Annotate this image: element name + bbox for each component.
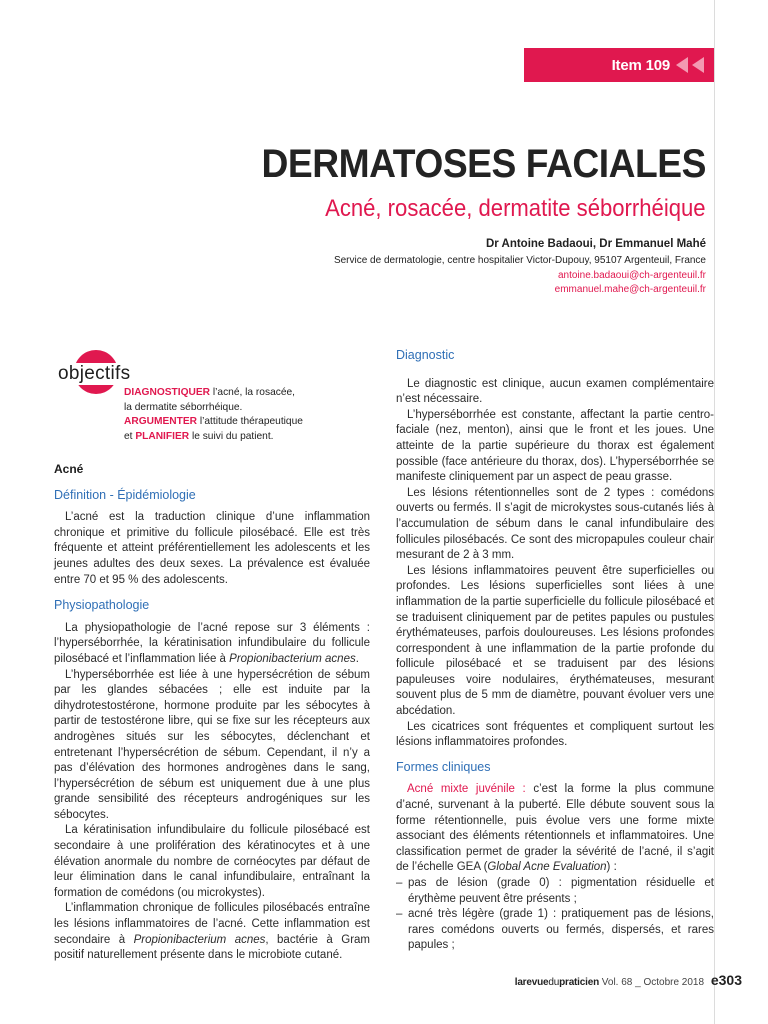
author-email-link[interactable]: antoine.badaoui@ch-argenteuil.fr xyxy=(557,270,706,281)
authors: Dr Antoine Badaoui, Dr Emmanuel Mahé xyxy=(485,238,706,250)
page-number: e303 xyxy=(710,972,742,988)
page-subtitle: Acné, rosacée, dermatite séborrhéique xyxy=(325,195,706,222)
paragraph-text: . xyxy=(355,652,359,665)
author-email-link[interactable]: emmanuel.mahe@ch-argenteuil.fr xyxy=(554,284,706,295)
double-chevron-left-icon xyxy=(676,57,706,73)
footer xyxy=(515,972,742,988)
list-item: – acné très légère (grade 1) : pratiquement pas de lésions, rares comédons ouverts ou fermés, dispersés, et rares papules ; xyxy=(396,907,714,954)
species-name: Propionibacterium acnes xyxy=(133,933,266,946)
paragraph: L’hyperséborrhée est liée à une hypersécrétion de sébum par les glandes sébacées ; elle est induite par la dihydrotestostérone, hormone produite par les sébocytes à partir de testostérone libre, qui se fixe sur les récepteurs aux androgènes situés sur les sébocytes, déclenchant et entretenant l’hypersécrétion de sébum. Cependant, il n’y a pas d’élévation des hormones androgènes dans le sang, l’hypersécrétion de sébum est uniquement due à une plus grande sensibilité des récepteurs androgéniques sur les sébocytes. xyxy=(54,668,370,821)
list-item: – pas de lésion (grade 0) : pigmentation résiduelle et érythème peuvent être présents ; xyxy=(396,876,714,907)
paragraph: L’acné est la traduction clinique d’une inflammation chronique et primitive du follicule pilosébacé. Elle est très fréquente et atteint préférentiellement les adolescents et les jeunes adultes des deux sexes. La prévalence est évaluée entre 70 et 95 % des adolescents. xyxy=(54,511,370,586)
species-name: Propionibacterium acnes xyxy=(229,652,356,665)
objectif-line xyxy=(124,401,303,416)
journal-name-part: praticien xyxy=(559,977,599,988)
subheading-definition: Définition - Épidémiologie xyxy=(54,487,196,502)
paragraph: L’hyperséborrhée est constante, affectant la partie centro-faciale (nez, menton), ainsi que le front et les joues. Une atteinte de la partie supérieure du thorax est également possible (face antérieure du thorax, dos). L’hyperséborrhée se manifeste cliniquement par un aspect de peau grasse. xyxy=(396,408,714,484)
objectif-verb: DIAGNOSTIQUER xyxy=(124,387,211,398)
item-tab xyxy=(524,48,714,82)
paragraph-text: ) : xyxy=(606,861,617,874)
objectif-line xyxy=(124,386,303,401)
journal-name-part: du xyxy=(548,977,560,988)
highlight-term: Acné mixte juvénile : xyxy=(407,783,526,796)
journal-name-part: larevue xyxy=(514,977,549,988)
page-title: DERMATOSES FACIALES xyxy=(261,142,706,186)
paragraph: Les lésions rétentionnelles sont de 2 types : comédons ouverts ou fermés. Il s’agit de microkystes sous-cutanés liés à l’accumulation de sébum dans le canal infundibulaire des follicules pilosébacés. Ce sont des micropapules couleur chair mesurant de 2 à 3 mm. xyxy=(396,486,714,562)
paragraph-text: L’inflammation chronique de follicules pilosébacés entraîne les lésions inflammatoires de l’acné. Cette inflammation est secondaire à xyxy=(54,902,370,946)
subheading-formes-cliniques: Formes cliniques xyxy=(396,759,491,774)
objectif-text: l’attitude thérapeutique xyxy=(197,416,303,428)
objectif-text: l’acné, la rosacée, xyxy=(210,387,295,398)
item-label: Item 109 xyxy=(611,56,670,74)
objectif-verb: PLANIFIER xyxy=(135,430,190,442)
objectif-line xyxy=(124,415,303,430)
affiliation: Service de dermatologie, centre hospitalier Victor-Dupouy, 95107 Argenteuil, France xyxy=(333,255,706,266)
objectifs-label: objectifs xyxy=(58,363,131,384)
paragraph: Les cicatrices sont fréquentes et compliquent surtout les lésions inflammatoires profondes. xyxy=(396,720,714,749)
right-column xyxy=(396,348,714,954)
objectif-text: la dermatite séborrhéique. xyxy=(124,401,243,413)
subheading-diagnostic: Diagnostic xyxy=(396,348,455,362)
paragraph: La kératinisation infundibulaire du follicule pilosébacé est secondaire à une prolifération des kératinocytes et à une élévation anormale du nombre de cornéocytes par défaut de leur élimination dans le canal infundibulaire, entraînant la formation de comédons (ou microkystes). xyxy=(54,824,370,899)
section-heading-acne: Acné xyxy=(54,462,84,476)
paragraph xyxy=(54,621,370,668)
paragraph: Le diagnostic est clinique, aucun examen complémentaire n’est nécessaire. xyxy=(396,377,714,406)
subheading-physiopathologie: Physiopathologie xyxy=(54,598,150,613)
paragraph: Les lésions inflammatoires peuvent être superficielles ou profondes. Les lésions superficielles sont liées à une inflammation de la partie superficielle du follicule pilosébacé et se traduisent cliniquement par de petites papules ou pustules érythémateuses, parfois douloureuses. Les lésions profondes correspondent à une inflammation de la partie profonde du follicule pilosébacé et se traduisent par des lésions papuleuses voire nodulaires, érythémateuses, mesurant souvent plus de 5 mm de diamètre, pouvant évoluer vers une abcédation. xyxy=(396,564,714,718)
paragraph xyxy=(396,782,714,876)
left-column xyxy=(54,462,370,964)
paragraph-text: c’est la forme la plus commune d’acné, survenant à la puberté. Elle débute souvent sous la forme rétentionnelle, puis évolue vers une forme mixte associant des éléments rétentionnels et inflammatoires. Une classification permet de grader la sévérité de l’acné, il s’agit de l’échelle GEA ( xyxy=(396,783,715,874)
journal-name xyxy=(515,977,599,988)
scale-name: Global Acne Evaluation xyxy=(487,861,607,874)
objectif-verb: ARGUMENTER xyxy=(124,416,198,428)
paragraph-text: La physiopathologie de l’acné repose sur 3 éléments : l’hyperséborrhée, la kératinisation infundibulaire du follicule pilosébacé et l’inflammation liée à xyxy=(54,621,370,665)
objectif-text: et xyxy=(124,430,136,442)
paragraph xyxy=(54,901,370,963)
margin-rule xyxy=(714,0,715,1024)
paragraph-text: , bactérie à Gram positif naturellement présente dans le microbiote cutané. xyxy=(54,933,370,962)
objectif-text: le suivi du patient. xyxy=(189,430,274,442)
issue-info: Vol. 68 _ Octobre 2018 xyxy=(598,977,705,988)
objectif-line xyxy=(124,430,303,445)
objectifs-list xyxy=(124,386,303,444)
